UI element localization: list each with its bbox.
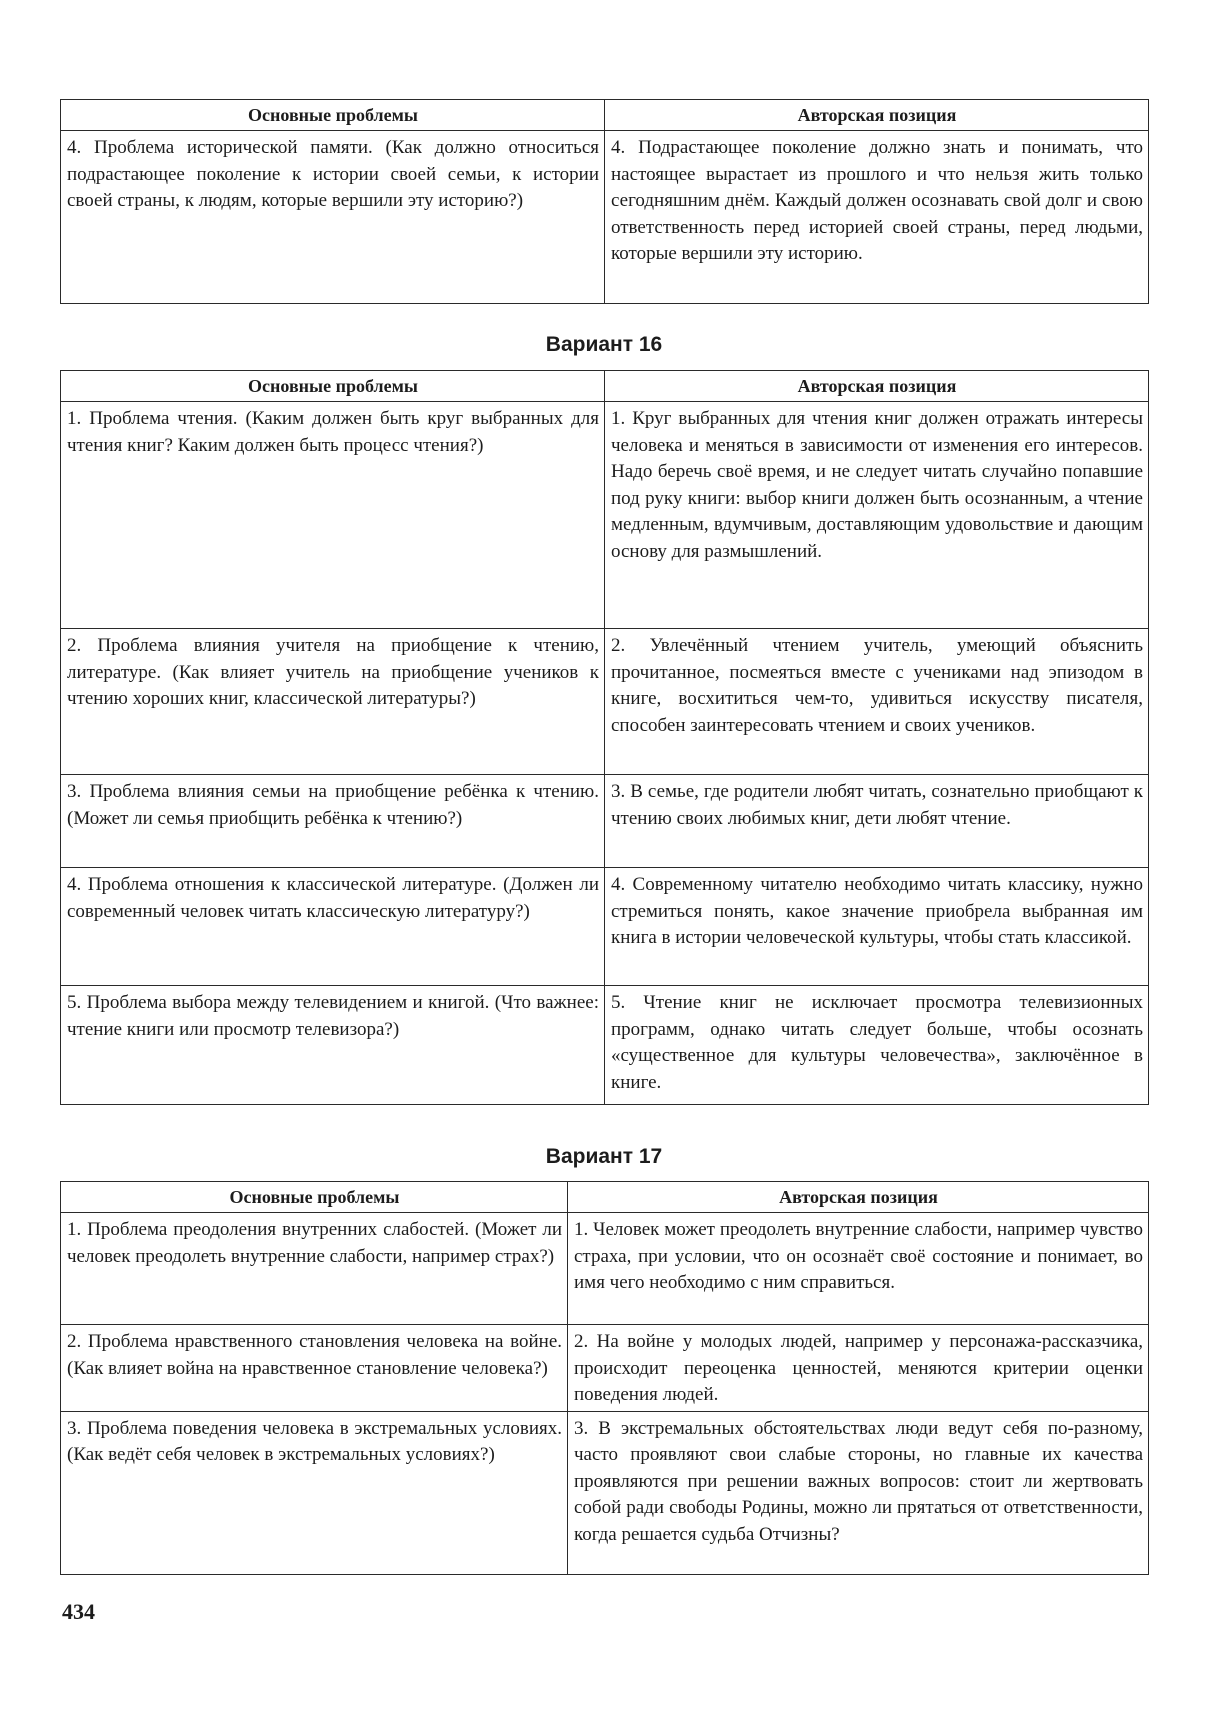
table-row [61,629,1149,775]
table-header-row [61,371,1149,402]
position-cell: 2. Увлечённый чтением учитель, умеющий объяснить прочитанное, посмеяться вместе с учениками над эпизодом в книге, восхититься чем-то, удивиться искусству писателя, способен заинтересовать чтением и своих учеников. [605,629,1149,775]
page-number: 434 [62,1599,95,1624]
position-cell: 2. На войне у молодых людей, например у персонажа-рассказчика, происходит переоценка ценностей, меняются критерии оценки поведения людей. [568,1325,1149,1412]
table-row [61,868,1149,986]
position-cell: 1. Человек может преодолеть внутренние слабости, например чувство страха, при условии, что он осознаёт своё состояние и понимает, во имя чего необходимо с ним справиться. [568,1213,1149,1325]
variant-16-title: Вариант 16 [545,333,663,356]
variant-17-title: Вариант 17 [545,1145,663,1168]
problem-cell: 2. Проблема влияния учителя на приобщение к чтению, литературе. (Как влияет учитель на приобщение учеников к чтению хороших книг, классической литературы?) [61,629,605,775]
header-problems: Основные проблемы [61,371,605,402]
table-row [61,775,1149,868]
table-row [61,986,1149,1105]
table-row [61,1325,1149,1412]
header-author-position: Авторская позиция [605,371,1149,402]
position-cell: 5. Чтение книг не исключает просмотра телевизионных программ, однако читать следует больше, чтобы осознать «существенное для культуры человечества», заключённое в книге. [605,986,1149,1105]
problem-cell: 3. Проблема влияния семьи на приобщение ребёнка к чтению. (Может ли семья приобщить ребёнка к чтению?) [61,775,605,868]
problem-cell: 1. Проблема преодоления внутренних слабостей. (Может ли человек преодолеть внутренние слабости, например страх?) [61,1213,568,1325]
position-cell: 3. В семье, где родители любят читать, сознательно приобщают к чтению своих любимых книг, дети любят чтение. [605,775,1149,868]
table-header-row [61,1182,1149,1213]
table-row [61,131,1149,304]
header-author-position: Авторская позиция [568,1182,1149,1213]
problem-cell: 3. Проблема поведения человека в экстремальных условиях. (Как ведёт себя человек в экстремальных условиях?) [61,1411,568,1574]
position-cell: 1. Круг выбранных для чтения книг должен отражать интересы человека и меняться в зависимости от изменения его интересов. Надо беречь своё время, и не следует читать случайно попавшие под руку книги: выбор книги должен быть осознанным, а чтение медленным, вдумчивым, доставляющим удовольствие и дающим основу для размышлений. [605,402,1149,629]
problem-cell: 4. Проблема отношения к классической литературе. (Должен ли современный человек читать классическую литературу?) [61,868,605,986]
table-top-section [60,99,1148,304]
problem-cell: 1. Проблема чтения. (Каким должен быть круг выбранных для чтения книг? Каким должен быть процесс чтения?) [61,402,605,629]
position-cell: 4. Современному читателю необходимо читать классику, нужно стремиться понять, какое значение приобрела выбранная им книга в истории человеческой культуры, чтобы стать классикой. [605,868,1149,986]
table-row [61,1213,1149,1325]
table-row [61,1411,1149,1574]
position-cell: 4. Подрастающее поколение должно знать и понимать, что настоящее вырастает из прошлого и что нельзя жить только сегодняшним днём. Каждый должен осознавать свой долг и свою ответственность перед историей своей страны, перед людьми, которые вершили эту историю. [605,131,1149,304]
variant-17-section [60,1181,1148,1575]
problems-table-variant-16 [60,370,1149,1105]
problems-table-variant-17 [60,1181,1149,1575]
position-cell: 3. В экстремальных обстоятельствах люди ведут себя по-разному, часто проявляют свои слабые стороны, но главные их качества проявляются при решении важных вопросов: стоит ли жертвовать собой ради свободы Родины, можно ли прятаться от ответственности, когда решается судьба Отчизны? [568,1411,1149,1574]
header-author-position: Авторская позиция [605,100,1149,131]
problem-cell: 5. Проблема выбора между телевидением и книгой. (Что важнее: чтение книги или просмотр телевизора?) [61,986,605,1105]
header-problems: Основные проблемы [61,1182,568,1213]
header-problems: Основные проблемы [61,100,605,131]
problem-cell: 2. Проблема нравственного становления человека на войне. (Как влияет война на нравственное становление человека?) [61,1325,568,1412]
table-row [61,402,1149,629]
problems-table-top [60,99,1149,304]
variant-16-section [60,370,1148,1105]
table-header-row [61,100,1149,131]
problem-cell: 4. Проблема исторической памяти. (Как должно относиться подрастающее поколение к истории своей семьи, к истории своей страны, к людям, которые вершили эту историю?) [61,131,605,304]
